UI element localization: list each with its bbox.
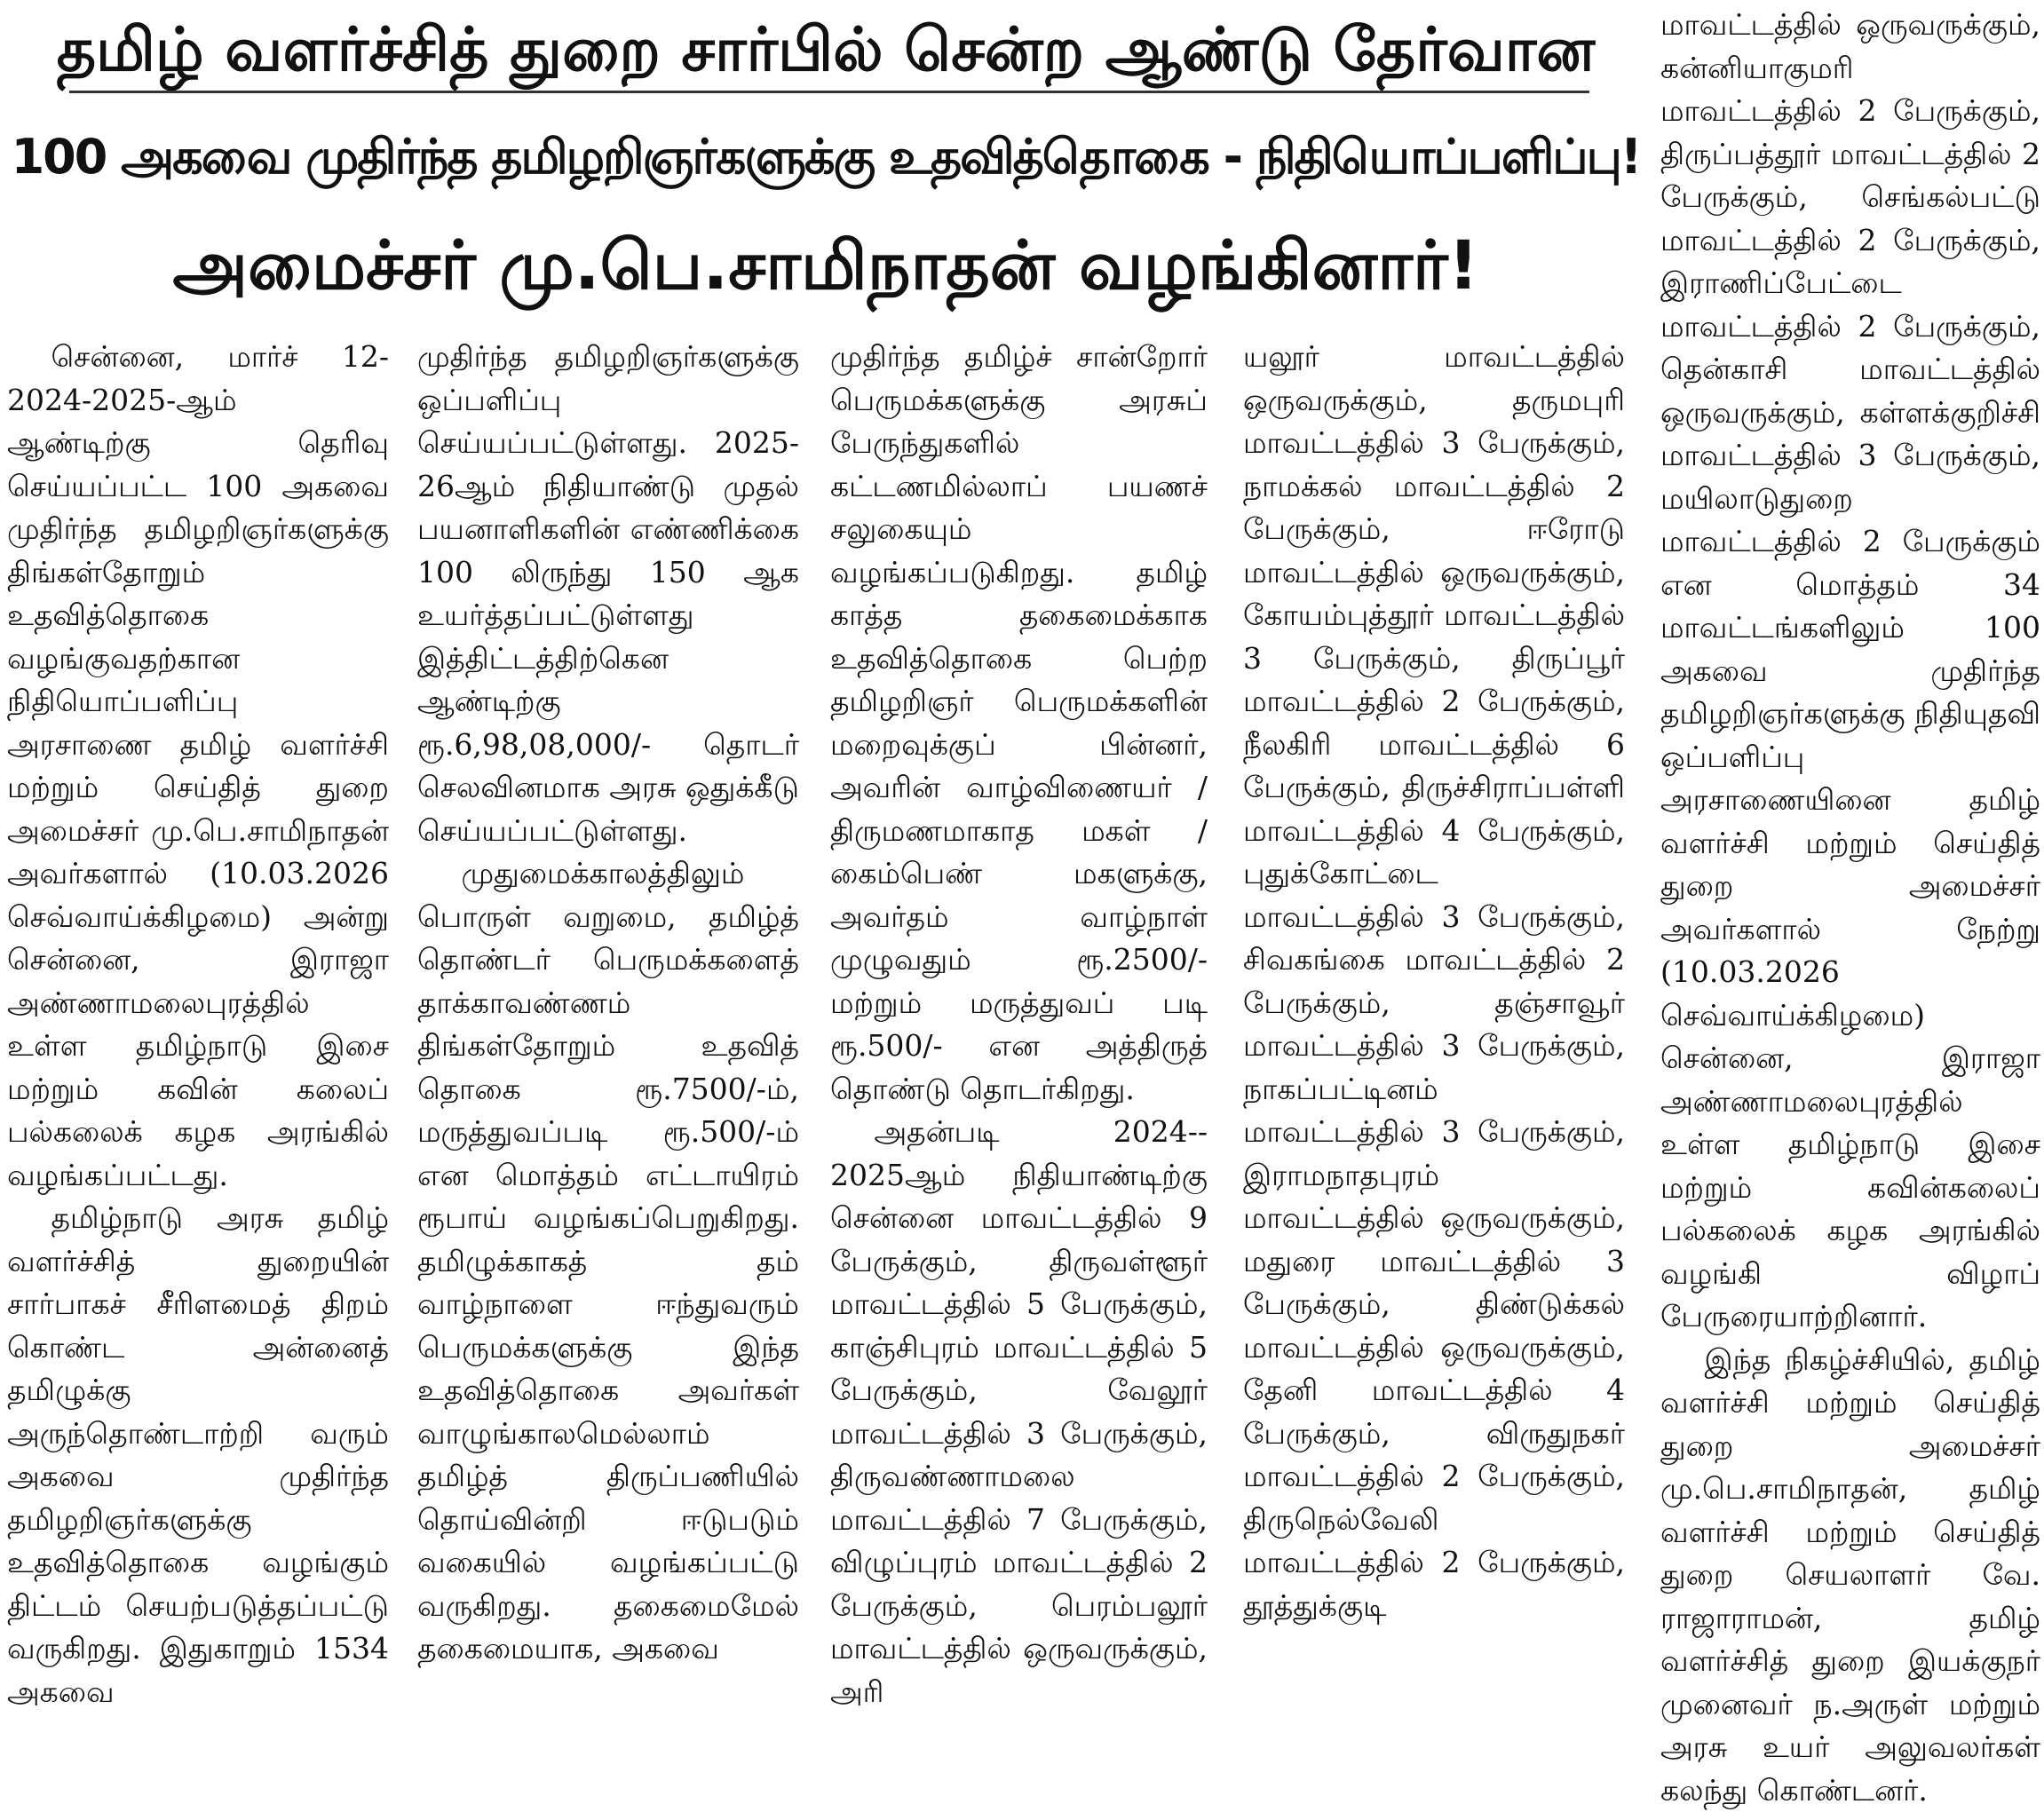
body-paragraph: இந்த நிகழ்ச்சியில், தமிழ் வளர்ச்சி மற்றும் செய்தித் துறை அமைச்சர் மு.பெ.சாமிநாதன், தமிழ் வளர்ச்சி மற்றும் செய்தித் துறை செயலாளர் வே. ராஜாராமன், தமிழ் வளர்ச்சித் துறை இயக்குநர் முனைவர் ந.அருள் மற்றும் அரசு உயர் அலுவலர்கள் கலந்து கொண்டனர். xyxy=(1660,1339,2040,1812)
body-column-2 xyxy=(417,336,799,1507)
body-paragraph: சென்னை, மார்ச் 12- 2024-2025-ஆம் ஆண்டிற்கு தெரிவு செய்யப்பட்ட 100 அகவை முதிர்ந்த தமிழறிஞர்களுக்கு திங்கள்தோறும் உதவித்தொகை வழங்குவதற்கான நிதியொப்பளிப்பு அரசாணை தமிழ் வளர்ச்சி மற்றும் செய்தித் துறை அமைச்சர் மு.பெ.சாமிநாதன் அவர்களால் (10.03.2026 செவ்வாய்க்கிழமை) அன்று சென்னை, இராஜா அண்ணாமலைபுரத்தில் உள்ள தமிழ்நாடு இசை மற்றும் கவின் கலைப் பல்கலைக் கழக அரங்கில் வழங்கப்பட்டது. xyxy=(7,336,389,1197)
kicker-headline: தமிழ் வளர்ச்சித் துறை சார்பில் சென்ற ஆண்டு தேர்வான xyxy=(0,12,1652,89)
sub-headline: அமைச்சர் மு.பெ.சாமிநாதன் வழங்கினார்! xyxy=(0,222,1652,309)
body-column-5 xyxy=(1660,4,2040,1511)
body-column-3 xyxy=(830,336,1208,1507)
body-paragraph: முதிர்ந்த தமிழ்ச் சான்றோர் பெருமக்களுக்கு அரசுப் பேருந்துகளில் கட்டணமில்லாப் பயணச் சலுகையும் வழங்கப்படுகிறது. தமிழ் காத்த தகைமைக்காக உதவித்தொகை பெற்ற தமிழறிஞர் பெருமக்களின் மறைவுக்குப் பின்னர், அவரின் வாழ்விணையர் / திருமணமாகாத மகள் / கைம்பெண் மகளுக்கு, அவர்தம் வாழ்நாள் முழுவதும் ரூ.2500/- மற்றும் மருத்துவப் படி ரூ.500/- என அத்திருத் தொண்டு தொடர்கிறது. xyxy=(830,336,1208,1111)
body-paragraph: தமிழ்நாடு அரசு தமிழ் வளர்ச்சித் துறையின் சார்பாகச் சீரிளமைத் திறம் கொண்ட அன்னைத் தமிழுக்கு அருந்தொண்டாற்றி வரும் அகவை முதிர்ந்த தமிழறிஞர்களுக்கு உதவித்தொகை வழங்கும் திட்டம் செயற்படுத்தப்பட்டு வருகிறது. இதுகாறும் 1534 அகவை xyxy=(7,1197,389,1713)
body-column-1 xyxy=(7,336,389,1507)
headline-divider xyxy=(69,91,1589,93)
body-paragraph: அதன்படி 2024-- 2025ஆம் நிதியாண்டிற்கு சென்னை மாவட்டத்தில் 9 பேருக்கும், திருவள்ளூர் மாவட்டத்தில் 5 பேருக்கும், காஞ்சிபுரம் மாவட்டத்தில் 5 பேருக்கும், வேலூர் மாவட்டத்தில் 3 பேருக்கும், திருவண்ணாமலை மாவட்டத்தில் 7 பேருக்கும், விழுப்புரம் மாவட்டத்தில் 2 பேருக்கும், பெரம்பலூர் மாவட்டத்தில் ஒருவருக்கும், அரி xyxy=(830,1111,1208,1713)
body-paragraph: முதுமைக்காலத்திலும் பொருள் வறுமை, தமிழ்த் தொண்டர் பெருமக்களைத் தாக்காவண்ணம் திங்கள்தோறும் உதவித் தொகை ரூ.7500/-ம், மருத்துவப்படி ரூ.500/-ம் என மொத்தம் எட்டாயிரம் ரூபாய் வழங்கப்பெறுகிறது. தமிழுக்காகத் தம் வாழ்நாளை ஈந்துவரும் பெருமக்களுக்கு இந்த உதவித்தொகை அவர்கள் வாழுங்காலமெல்லாம் தமிழ்த் திருப்பணியில் தொய்வின்றி ஈடுபடும் வகையில் வழங்கப்பட்டு வருகிறது. தகைமைமேல் தகைமையாக, அகவை xyxy=(417,852,799,1671)
body-paragraph: யலூர் மாவட்டத்தில் ஒருவருக்கும், தருமபுரி மாவட்டத்தில் 3 பேருக்கும், நாமக்கல் மாவட்டத்தில் 2 பேருக்கும், ஈரோடு மாவட்டத்தில் ஒருவருக்கும், கோயம்புத்தூர் மாவட்டத்தில் 3 பேருக்கும், திருப்பூர் மாவட்டத்தில் 2 பேருக்கும், நீலகிரி மாவட்டத்தில் 6 பேருக்கும், திருச்சிராப்பள்ளி மாவட்டத்தில் 4 பேருக்கும், புதுக்கோட்டை மாவட்டத்தில் 3 பேருக்கும், சிவகங்கை மாவட்டத்தில் 2 பேருக்கும், தஞ்சாவூர் மாவட்டத்தில் 3 பேருக்கும், நாகப்பட்டினம் மாவட்டத்தில் 3 பேருக்கும், இராமநாதபுரம் மாவட்டத்தில் ஒருவருக்கும், மதுரை மாவட்டத்தில் 3 பேருக்கும், திண்டுக்கல் மாவட்டத்தில் ஒருவருக்கும், தேனி மாவட்டத்தில் 4 பேருக்கும், விருதுநகர் மாவட்டத்தில் 2 பேருக்கும், திருநெல்வேலி மாவட்டத்தில் 2 பேருக்கும், தூத்துக்குடி xyxy=(1243,336,1625,1627)
body-paragraph: முதிர்ந்த தமிழறிஞர்களுக்கு ஒப்பளிப்பு செய்யப்பட்டுள்ளது. 2025-26ஆம் நிதியாண்டு முதல் பயனாளிகளின் எண்ணிக்கை 100 லிருந்து 150 ஆக உயர்த்தப்பட்டுள்ளது இத்திட்டத்திற்கென ஆண்டிற்கு ரூ.6,98,08,000/- தொடர் செலவினமாக அரசு ஒதுக்கீடு செய்யப்பட்டுள்ளது. xyxy=(417,336,799,852)
body-column-4 xyxy=(1243,336,1625,1507)
main-headline: 100 அகவை முதிர்ந்த தமிழறிஞர்களுக்கு உதவித்தொகை - நிதியொப்பளிப்பு! xyxy=(0,99,1652,215)
body-paragraph: மாவட்டத்தில் ஒருவருக்கும், கன்னியாகுமரி மாவட்டத்தில் 2 பேருக்கும், திருப்பத்தூர் மாவட்டத்தில் 2 பேருக்கும், செங்கல்பட்டு மாவட்டத்தில் 2 பேருக்கும், இராணிப்பேட்டை மாவட்டத்தில் 2 பேருக்கும், தென்காசி மாவட்டத்தில் ஒருவருக்கும், கள்ளக்குறிச்சி மாவட்டத்தில் 3 பேருக்கும், மயிலாடுதுறை மாவட்டத்தில் 2 பேருக்கும் என மொத்தம் 34 மாவட்டங்களிலும் 100 அகவை முதிர்ந்த தமிழறிஞர்களுக்கு நிதியுதவி ஒப்பளிப்பு அரசாணையினை தமிழ் வளர்ச்சி மற்றும் செய்தித் துறை அமைச்சர் அவர்களால் நேற்று (10.03.2026 செவ்வாய்க்கிழமை) சென்னை, இராஜா அண்ணாமலைபுரத்தில் உள்ள தமிழ்நாடு இசை மற்றும் கவின்கலைப் பல்கலைக் கழக அரங்கில் வழங்கி விழாப் பேருரையாற்றினார். xyxy=(1660,4,2040,1339)
